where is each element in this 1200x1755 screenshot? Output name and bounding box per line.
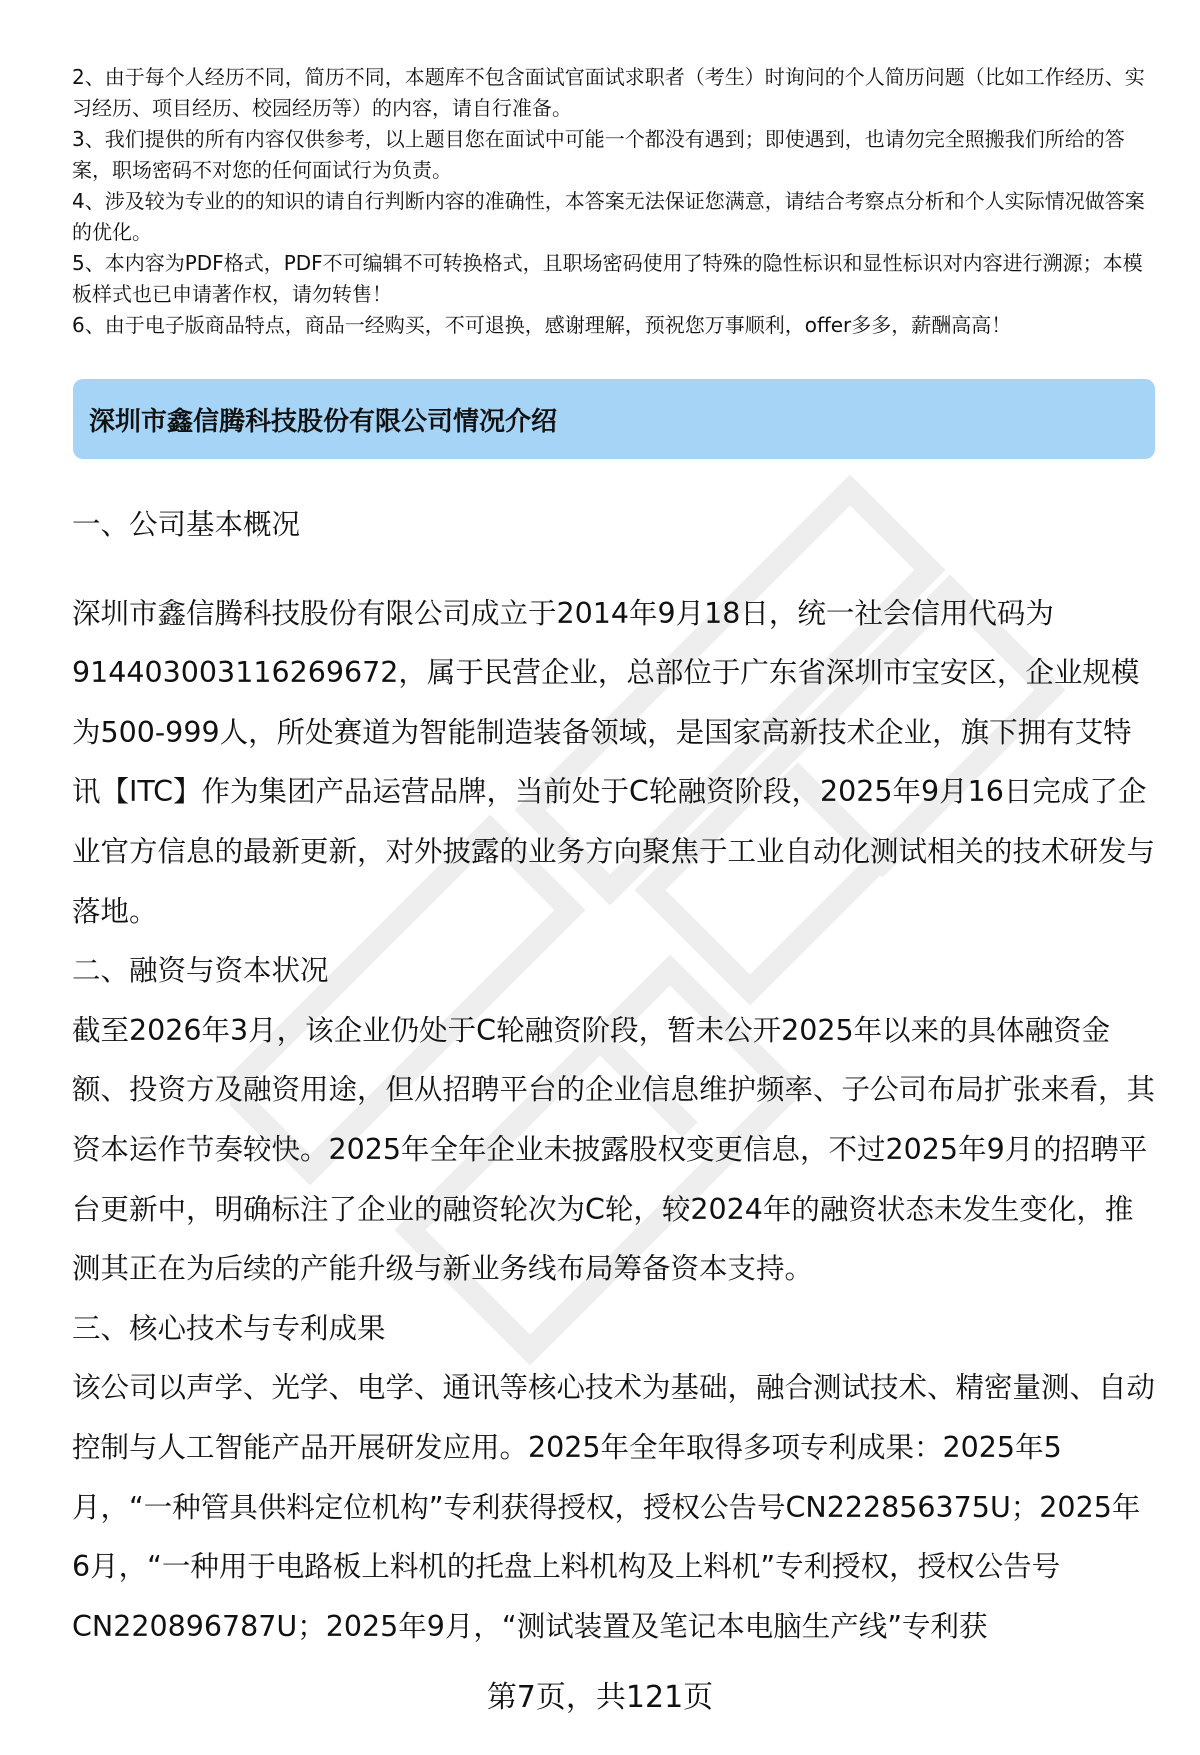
note-item: 5、本内容为PDF格式，PDF不可编辑不可转换格式，且职场密码使用了特殊的隐性标识和显性标识对内容进行溯源；本模板样式也已申请著作权，请勿转售！ (72, 251, 1143, 306)
spacer (72, 555, 1158, 584)
section-paragraph: 该公司以声学、光学、电学、通讯等核心技术为基础，融合测试技术、精密量测、自动控制与人工智能产品开展研发应用。2025年全年取得多项专利成果：2025年5月，“一种管具供料定位机构”专利获得授权，授权公告号CN222856375U；2025年6月，“一种用于电路板上料机的托盘上料机构及上料机”专利授权，授权公告号CN220896787U；2025年9月，“测试装置及笔记本电脑生产线”专利获 (72, 1371, 1156, 1643)
note-item: 3、我们提供的所有内容仅供参考，以上题目您在面试中可能一个都没有遇到；即使遇到，也请勿完全照搬我们所给的答案，职场密码不对您的任何面试行为负责。 (72, 127, 1125, 182)
banner-title: 深圳市鑫信腾科技股份有限公司情况介绍 (89, 406, 558, 437)
section-heading: 二、融资与资本状况 (72, 954, 329, 988)
notes-list (72, 62, 1152, 341)
note-item: 2、由于每个人经历不同，简历不同，本题库不包含面试官面试求职者（考生）时询问的个人简历问题（比如工作经历、实习经历、项目经历、校园经历等）的内容，请自行准备。 (72, 65, 1145, 120)
page-number-footer: 第7页，共121页 (486, 1680, 714, 1715)
section-paragraph: 截至2026年3月，该企业仍处于C轮融资阶段，暂未公开2025年以来的具体融资金额、投资方及融资用途，但从招聘平台的企业信息维护频率、子公司布局扩张来看，其资本运作节奏较快。2025年全年企业未披露股权变更信息，不过2025年9月的招聘平台更新中，明确标注了企业的融资轮次为C轮，较2024年的融资状态未发生变化，推测其正在为后续的产能升级与新业务线布局筹备资本支持。 (72, 1013, 1156, 1286)
section-heading: 一、公司基本概况 (72, 508, 301, 541)
company-intro-banner (73, 379, 1155, 459)
note-item: 4、涉及较为专业的的知识的请自行判断内容的准确性，本答案无法保证您满意，请结合考察点分析和个人实际情况做答案的优化。 (72, 189, 1145, 244)
section-paragraph: 深圳市鑫信腾科技股份有限公司成立于2014年9月18日，统一社会信用代码为914403003116269672，属于民营企业，总部位于广东省深圳市宝安区，企业规模为500-999人，所处赛道为智能制造装备领域，是国家高新技术企业，旗下拥有艾特讯【ITC】作为集团产品运营品牌，当前处于C轮融资阶段，2025年9月16日完成了企业官方信息的最新更新，对外披露的业务方向聚焦于工业自动化测试相关的技术研发与落地。 (72, 596, 1156, 928)
note-item: 6、由于电子版商品特点，商品一经购买，不可退换，感谢理解，预祝您万事顺利，offer多多，薪酬高高！ (72, 313, 1012, 337)
section-heading: 三、核心技术与专利成果 (72, 1311, 386, 1345)
document-body (72, 495, 1158, 1656)
